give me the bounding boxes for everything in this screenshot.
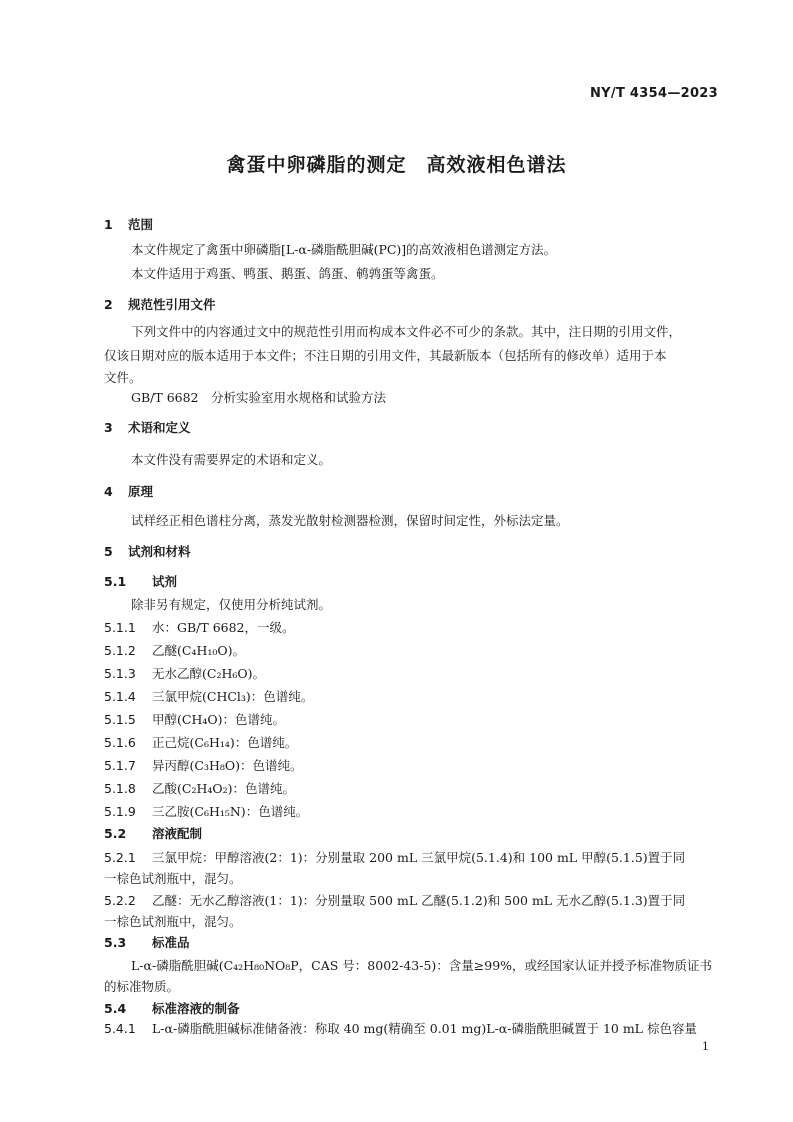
section-5-heading xyxy=(104,542,191,562)
standard-code: NY/T 4354—2023 xyxy=(590,86,718,101)
subsection-number: 5.1 xyxy=(104,574,127,589)
paragraph: 除非另有规定，仅使用分析纯试剂。 xyxy=(131,597,332,612)
section-4-heading xyxy=(104,482,153,502)
list-item xyxy=(104,733,297,753)
section-number: 4 xyxy=(104,484,113,499)
subsection-number: 5.2 xyxy=(104,826,127,841)
section-3-heading xyxy=(104,418,191,438)
clause-number: 5.1.4 xyxy=(104,689,136,704)
paragraph: 仅该日期对应的版本适用于本文件；不注日期的引用文件，其最新版本（包括所有的修改单）适用于本 xyxy=(104,348,667,363)
clause-text: 甲醇(CH₄O)：色谱纯。 xyxy=(152,712,285,727)
clause-number: 5.4.1 xyxy=(104,1021,136,1036)
section-title: 术语和定义 xyxy=(128,420,191,435)
normative-reference: GB/T 6682 分析实验室用水规格和试验方法 xyxy=(131,390,387,405)
section-title: 原理 xyxy=(128,484,154,499)
clause-text: 正己烷(C₆H₁₄)：色谱纯。 xyxy=(152,735,298,750)
section-number: 2 xyxy=(104,297,113,312)
clause-text: 三氯甲烷：甲醇溶液(2：1)：分别量取 200 mL 三氯甲烷(5.1.4)和 100 mL 甲醇(5.1.5)置于同 xyxy=(152,850,686,865)
paragraph: 本文件规定了禽蛋中卵磷脂[L-α-磷脂酰胆碱(PC)]的高效液相色谱测定方法。 xyxy=(131,242,557,257)
clause-number: 5.1.1 xyxy=(104,620,136,635)
list-item xyxy=(104,802,308,822)
paragraph: 的标准物质。 xyxy=(104,979,180,994)
paragraph: 下列文件中的内容通过文中的规范性引用而构成本文件必不可少的条款。其中，注日期的引用文件， xyxy=(131,324,682,339)
paragraph: 本文件适用于鸡蛋、鸭蛋、鹅蛋、鸽蛋、鹌鹑蛋等禽蛋。 xyxy=(131,266,444,281)
list-item xyxy=(104,756,303,776)
clause-number: 5.1.8 xyxy=(104,781,136,796)
clause-text: 三氯甲烷(CHCl₃)：色谱纯。 xyxy=(152,689,314,704)
paragraph: 文件。 xyxy=(104,370,142,385)
subsection-title: 标准品 xyxy=(152,935,190,950)
clause-text: 异丙醇(C₃H₈O)：色谱纯。 xyxy=(152,758,303,773)
section-number: 3 xyxy=(104,420,113,435)
section-title: 范围 xyxy=(128,217,154,232)
clause-text: 乙醚：无水乙醇溶液(1：1)：分别量取 500 mL 乙醚(5.1.2)和 500 mL 无水乙醇(5.1.3)置于同 xyxy=(152,893,686,908)
list-item xyxy=(104,891,685,911)
clause-text: 乙醚(C₄H₁₀O)。 xyxy=(152,643,245,658)
section-number: 5 xyxy=(104,544,113,559)
clause-number: 5.1.5 xyxy=(104,712,136,727)
clause-text: 三乙胺(C₆H₁₅N)：色谱纯。 xyxy=(152,804,309,819)
list-item xyxy=(104,710,285,730)
subsection-title: 试剂 xyxy=(152,574,178,589)
document-title: 禽蛋中卵磷脂的测定 高效液相色谱法 xyxy=(226,154,567,176)
list-item xyxy=(104,687,313,707)
clause-number: 5.1.9 xyxy=(104,804,136,819)
section-2-heading xyxy=(104,295,216,315)
list-item xyxy=(104,618,295,638)
subsection-number: 5.4 xyxy=(104,1001,127,1016)
paragraph: 本文件没有需要界定的术语和定义。 xyxy=(131,452,332,467)
subsection-5-3-heading xyxy=(104,933,190,953)
subsection-5-1-heading xyxy=(104,572,177,592)
paragraph: L-α-磷脂酰胆碱(C₄₂H₈₀NO₈P，CAS 号：8002-43-5)：含量≥99%，或经国家认证并授予标准物质证书 xyxy=(131,958,713,973)
clause-number: 5.1.6 xyxy=(104,735,136,750)
paragraph: 试样经正相色谱柱分离，蒸发光散射检测器检测，保留时间定性，外标法定量。 xyxy=(131,513,569,528)
section-title: 规范性引用文件 xyxy=(128,297,216,312)
clause-number: 5.1.7 xyxy=(104,758,136,773)
section-number: 1 xyxy=(104,217,113,232)
section-title: 试剂和材料 xyxy=(128,544,191,559)
paragraph: 一棕色试剂瓶中，混匀。 xyxy=(104,871,242,886)
subsection-5-2-heading xyxy=(104,824,202,844)
paragraph: 一棕色试剂瓶中，混匀。 xyxy=(104,914,242,929)
clause-number: 5.1.3 xyxy=(104,666,136,681)
clause-text: 无水乙醇(C₂H₆O)。 xyxy=(152,666,265,681)
subsection-5-4-heading xyxy=(104,999,240,1019)
list-item xyxy=(104,641,245,661)
subsection-title: 标准溶液的制备 xyxy=(152,1001,240,1016)
list-item xyxy=(104,1019,697,1039)
page-number: 1 xyxy=(702,1040,709,1053)
subsection-title: 溶液配制 xyxy=(152,826,203,841)
clause-text: L-α-磷脂酰胆碱标准储备液：称取 40 mg(精确至 0.01 mg)L-α-磷脂酰胆碱置于 10 mL 棕色容量 xyxy=(152,1021,697,1036)
clause-number: 5.2.2 xyxy=(104,893,136,908)
subsection-number: 5.3 xyxy=(104,935,127,950)
section-1-heading xyxy=(104,215,153,235)
clause-number: 5.2.1 xyxy=(104,850,136,865)
list-item xyxy=(104,779,295,799)
list-item xyxy=(104,848,685,868)
clause-text: 水：GB/T 6682，一级。 xyxy=(152,620,295,635)
clause-text: 乙酸(C₂H₄O₂)：色谱纯。 xyxy=(152,781,295,796)
list-item xyxy=(104,664,265,684)
clause-number: 5.1.2 xyxy=(104,643,136,658)
